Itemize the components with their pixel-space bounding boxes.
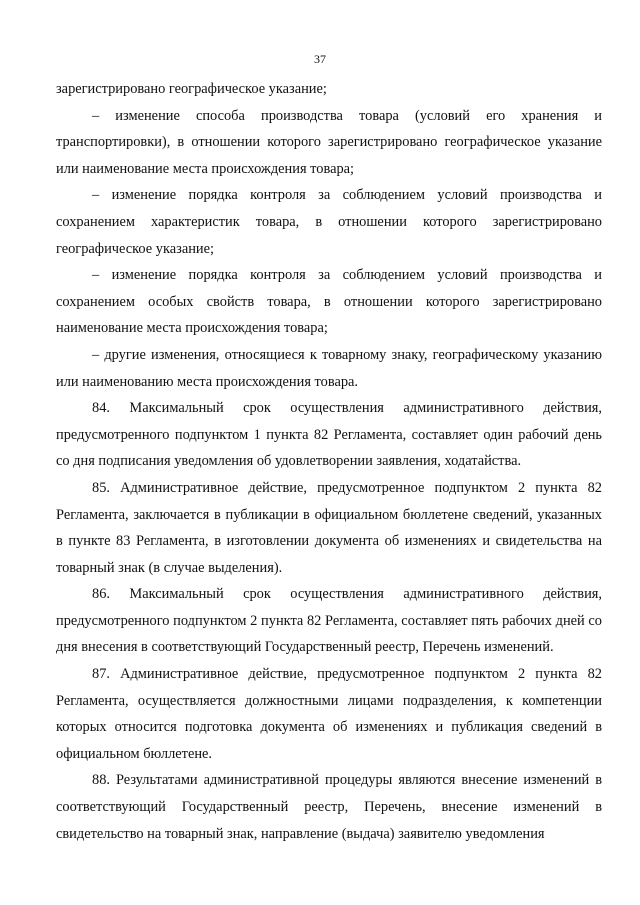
paragraph-list-item-production-method: – изменение способа производства товара (условий его хранения и транспортировки), в отношении которого зарегистрировано географическое указание или наименование места происхождения товара; <box>56 107 602 177</box>
paragraph-continuation: зарегистрировано географическое указание; <box>56 81 327 97</box>
paragraph-clause-88: 88. Результатами административной процедуры являются внесение изменений в соответствующий Государственный реестр, Перечень, внесение изменений в свидетельство на товарный знак, направление (выдача) заявителю уведомления <box>56 772 602 842</box>
page-number: 37 <box>314 52 326 66</box>
paragraph-clause-85: 85. Административное действие, предусмотренное подпунктом 2 пункта 82 Регламента, заключается в публикации в официальном бюллетене сведений, указанных в пункте 83 Регламента, в изготовлении документа об изменениях и свидетельства на товарный знак (в случае выделения). <box>56 479 602 576</box>
paragraph-clause-86: 86. Максимальный срок осуществления административного действия, предусмотренного подпунктом 2 пункта 82 Регламента, составляет пять рабочих дней со дня внесения в соответствующий Государственный реестр, Перечень изменений. <box>56 586 602 656</box>
document-body <box>56 76 602 847</box>
paragraph-clause-84: 84. Максимальный срок осуществления административного действия, предусмотренного подпунктом 1 пункта 82 Регламента, составляет один рабочий день со дня подписания уведомления об удовлетворении заявления, ходатайства. <box>56 400 602 470</box>
paragraph-list-item-control-characteristics: – изменение порядка контроля за соблюдением условий производства и сохранением характеристик товара, в отношении которого зарегистрировано географическое указание; <box>56 187 602 257</box>
paragraph-list-item-control-special-properties: – изменение порядка контроля за соблюдением условий производства и сохранением особых свойств товара, в отношении которого зарегистрировано наименование места происхождения товара; <box>56 267 602 337</box>
paragraph-clause-87: 87. Административное действие, предусмотренное подпунктом 2 пункта 82 Регламента, осуществляется должностными лицами подразделения, к компетенции которых относится подготовка документа об изменениях и публикация сведений в официальном бюллетене. <box>56 666 602 762</box>
paragraph-list-item-other-changes: – другие изменения, относящиеся к товарному знаку, географическому указанию или наименованию места происхождения товара. <box>56 346 602 390</box>
